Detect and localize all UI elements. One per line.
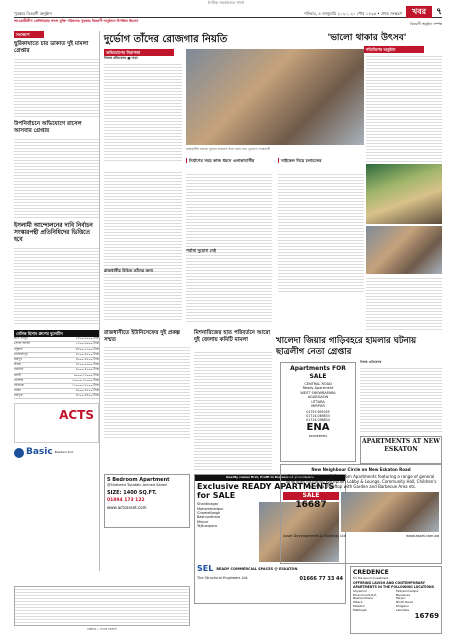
subhead-strip xyxy=(14,19,442,29)
price-area: বনানী xyxy=(14,372,21,377)
ad2-area: Shantinagar xyxy=(197,502,219,507)
section-label: সংক্ষেপে xyxy=(14,31,44,38)
ad3-web[interactable]: www.asset.com.bd xyxy=(406,534,439,538)
ad3-building-photo xyxy=(341,492,439,532)
center-byline: নিজস্ব প্রতিবেদক ■ ঢাকা xyxy=(104,56,138,60)
ad2-area: Bashundhara xyxy=(197,515,221,520)
price-value: ৯০০০-১২০০০ টাকা xyxy=(73,372,99,377)
ad1-lines xyxy=(283,382,353,408)
ad-new-eskaton-header[interactable] xyxy=(360,436,442,464)
price-value: ৫৫০০-৬০০০ টাকা xyxy=(75,341,99,346)
pull-quote-1 xyxy=(186,158,270,163)
price-table xyxy=(14,337,99,399)
center-box-headline-2: মিশনারিজের হাত পরিবর্তনে আরো দুই জেলায় কমিটি মামলা xyxy=(194,330,271,343)
price-area: রামপুরা xyxy=(14,393,23,398)
credence-area: Shyamoli xyxy=(353,588,367,593)
basic-sub: Builders Ltd. xyxy=(54,450,74,455)
price-area: বাড্ডা xyxy=(14,388,22,393)
center-subhead-4: পর্যাপ্ত সুযোগ নেই xyxy=(186,248,217,253)
credence-area: North Road xyxy=(396,600,413,605)
price-area: বসুন্ধরা xyxy=(14,346,23,351)
price-area: গুলশান xyxy=(14,377,24,382)
right-photo-2 xyxy=(366,226,442,274)
price-table-title: বেসিক হিসাব গ্রুপের বুলেটিন xyxy=(14,330,99,337)
credence-area: Eskaton xyxy=(353,603,365,608)
ad2-area: Mirpur xyxy=(197,519,209,524)
ad3-sale: SALE xyxy=(283,492,339,500)
pull-quote-2-text: সাইকেল নিয়ে চলাচলের xyxy=(281,158,322,163)
ad3-foot: Asset Developments & Holdings Ltd xyxy=(283,534,346,538)
ad-new-eskaton[interactable] xyxy=(280,464,442,564)
ad1-line: UTTARA xyxy=(311,399,325,404)
ad2-title: Exclusive READY APARTMENTS for SALE xyxy=(197,481,335,500)
ad1-line: WEST SHEWRAPARA xyxy=(300,390,336,395)
credence-area: Mohammadpur xyxy=(396,588,419,593)
pull-quote-1-text: নির্মাণের সময় কাজ ধরনে এলাকাবাসীর xyxy=(189,158,255,163)
right-byline: নিজস্ব প্রতিবেদক xyxy=(360,360,382,364)
ad5-phone[interactable]: 01894 173 122 xyxy=(107,497,145,503)
ad1-phone-3: 01714-096834 xyxy=(306,418,330,423)
main-photo xyxy=(186,49,364,145)
credence-phone[interactable]: 16769 xyxy=(414,612,439,621)
subhead-right: বিতরণী অনুষ্ঠান সম্পন্ন xyxy=(410,22,442,26)
ad2-areas xyxy=(197,502,257,562)
ad-acts-5-bedroom[interactable] xyxy=(104,474,190,528)
quality-strip: Quality comes first, Profit in the second precedence xyxy=(195,475,345,481)
right-headline: 'ভালো থাকার উৎসব' xyxy=(327,33,407,43)
left-body-3 xyxy=(14,246,99,326)
basic-brand: Basic xyxy=(26,447,53,458)
price-value: ৪৫০০-৫০০০ টাকা xyxy=(75,362,99,367)
masthead xyxy=(14,8,442,18)
left-column xyxy=(14,31,100,571)
ad5-size: SIZE: 1400 SQ.FT. xyxy=(107,489,157,496)
ena-logo: ENA xyxy=(306,422,330,434)
left-headline-2: উপনির্বাচনে অভিযোগে রাসেল আসবার গ্রেপ্তার xyxy=(14,120,82,134)
credence-areas xyxy=(353,590,439,613)
ad2-area: Chamelibagh xyxy=(197,511,221,516)
left-headline-1: ছুরিকাঘাতে চার ডাকাত দুই মামলা গ্রেপ্তার xyxy=(14,41,89,54)
ad3-title: APARTMENTS AT NEW ESKATON xyxy=(362,438,440,453)
page-number: ৭ xyxy=(436,7,442,17)
credence-tag: for the sound investment xyxy=(353,575,389,580)
center-subhead-3: রাজধানীর উচিত তাঁদের জন্য xyxy=(104,268,154,273)
price-area: বারিধারা xyxy=(14,382,25,387)
price-area: মিরপুর xyxy=(14,356,22,361)
ad2-phone[interactable]: 01666 77 33 44 xyxy=(299,576,343,583)
basic-logo-icon xyxy=(14,448,24,458)
price-table-row xyxy=(14,394,99,399)
ad5-title: 5 Bedroom Apartment xyxy=(107,477,170,483)
ad2-area: Tejkunipara xyxy=(197,524,217,529)
center-box-body-2 xyxy=(194,350,272,470)
price-area: সেলস অফিস xyxy=(14,341,31,346)
center-headline: দুর্ভোগ তাঁদের রোজগার নিয়তি xyxy=(104,34,228,45)
acts-logo-block xyxy=(14,403,99,443)
ad3-sub: New Neighbour Circle on New Eskaton Road xyxy=(311,467,411,472)
right-body-2 xyxy=(366,276,442,332)
price-value: ৪২০০-৪৮০০ টাকা xyxy=(75,393,99,398)
credence-area: Banasree xyxy=(396,592,411,597)
masthead-left: পুরস্কার বিতরণী অনুষ্ঠান xyxy=(14,11,52,16)
credence-title: OFFERING LAVISH AND CONTEMPORARY APARTMENTS IN THE FOLLOWING LOCATIONS xyxy=(353,580,435,589)
masthead-date: শনিবার, ৪ জানুয়ারি ২০২০, ২০ পৌষ ১৪২৬ • প্রথম সংস্করণ xyxy=(304,11,402,16)
credence-area: Malibagh xyxy=(353,607,367,612)
ad1-phone-1: 01755 655055 xyxy=(306,410,330,415)
right-body-1 xyxy=(366,54,442,162)
acts-logo: ACTS xyxy=(59,408,94,423)
ena-sub: PROPERTIES xyxy=(308,433,328,438)
ad3-phone[interactable]: 16687 xyxy=(295,499,327,510)
credence-area: Dhanmondi R/A xyxy=(353,592,377,597)
ad1-phone-2: 01714-089833 xyxy=(306,414,330,419)
price-value: ১২০০০-১৫০০০ টাকা xyxy=(71,382,99,387)
section-brand: খবর xyxy=(406,6,432,18)
left-body-1 xyxy=(14,57,99,117)
price-value: ৪২০০-৪৫০০ টাকা xyxy=(75,351,99,356)
credence-logo: CREDENCE xyxy=(353,569,389,576)
ad1-line: Ready Apartment xyxy=(302,386,334,391)
right-photo-1 xyxy=(366,164,442,224)
credence-area: Bashundhara xyxy=(353,596,373,601)
right-headline-2: খালেদা জিয়ার গাড়িবহরে হামলার ঘটনায় ছাত্রলীগ নেতা গ্রেপ্তার xyxy=(276,336,417,357)
price-value: ৬০০০-৮০০০ টাকা xyxy=(75,367,99,372)
footer-notice-box xyxy=(14,586,190,626)
center-kicker: অভিযোগের নিরাপত্তা xyxy=(104,49,174,56)
ad2-foot: The Structural Engineers Ltd. xyxy=(197,576,249,581)
sel-logo: SEL xyxy=(197,564,214,574)
ad3-desc: Beautifully designed 3 Bedroom Apartments featuring a range of general amenities including Reception Lobby & Lounge, Community Hall, Children's Play Area, Rooftop with Garden and Barbecue Area etc. xyxy=(285,474,437,489)
price-value: ১০০০০-১৫০০০ টাকা xyxy=(71,377,99,382)
right-kicker: শতিবিশেষ অনুষ্ঠান xyxy=(364,46,424,53)
credence-area: Mirpur xyxy=(396,596,406,601)
ad-ena-apartments[interactable] xyxy=(280,362,356,462)
ad1-line: CENTRAL ROAD xyxy=(304,382,332,386)
center-box-body xyxy=(104,345,190,440)
main-photo-caption: রাজধানীর সড়কে পুরনো বাহনের সঙ্গে এমন সাত দুর্ভোগে নগরবাসী xyxy=(186,147,271,151)
ad1-title: Apartments FOR SALE xyxy=(290,365,346,380)
price-value: ৫৮০০-৬০০০ টাকা xyxy=(75,336,99,341)
left-headline-3: ইসলামী আন্দোলনের দাবি নির্বাচন সংস্কারপন্থী প্রতিনিধিদের ভিত্তিতে হবে xyxy=(14,222,93,243)
ad1-line: MIRPUR xyxy=(311,403,325,408)
price-area: উত্তরা xyxy=(14,362,22,367)
price-area: প্রতি বর্গফুট xyxy=(14,336,28,341)
subhead-text: আওয়ামীলীগ প্রেসিডিয়াম সদস্য মুক্তি পরিষদের পুরস্কার বিতরণী অনুষ্ঠানে উপস্থিত ছিলেন xyxy=(14,19,139,23)
price-area: ধানমন্ডি xyxy=(14,367,24,372)
credence-area: Lalmatia xyxy=(396,607,409,612)
price-area: মোহাম্মদপুর xyxy=(14,351,28,356)
right-body-3 xyxy=(360,366,442,432)
basic-builders-ad xyxy=(14,447,99,458)
ad2-tag: READY COMMERCIAL SPACES @ ESKATON xyxy=(216,567,298,572)
footer-notice: বিজ্ঞপ্তি • দৈনিক সমকাল xyxy=(87,628,117,631)
center-body-4 xyxy=(278,172,364,292)
ad5-web[interactable]: www.actsasset.com xyxy=(107,504,147,510)
credence-area: Uttara xyxy=(353,600,363,605)
price-value: ৪০০০-৪৫০০ টাকা xyxy=(75,388,99,393)
credence-area: Khilgaon xyxy=(396,603,410,608)
price-value: ৪৮০০-৫২০০ টাকা xyxy=(75,346,99,351)
center-box-headline: রাজধানীতে ইউনিসেফের দুই প্রকল্প সম্মত xyxy=(104,330,180,343)
price-value: ৪০০০-৪৫০০ টাকা xyxy=(75,356,99,361)
center-body-2 xyxy=(104,170,182,320)
center-body-1 xyxy=(104,62,182,162)
pull-quote-2 xyxy=(278,158,362,163)
ad2-area: Mohammadpur xyxy=(197,506,224,511)
top-banner: দৈনিক সমকালের সাথে xyxy=(207,0,245,5)
ad5-sub: @Shaheed Tajuddin Ahmed Sarani xyxy=(107,483,168,488)
ad1-line: AGARGAON xyxy=(307,395,329,400)
center-body-3 xyxy=(186,172,272,322)
ad-credence[interactable] xyxy=(350,566,442,634)
left-body-2 xyxy=(14,137,99,219)
